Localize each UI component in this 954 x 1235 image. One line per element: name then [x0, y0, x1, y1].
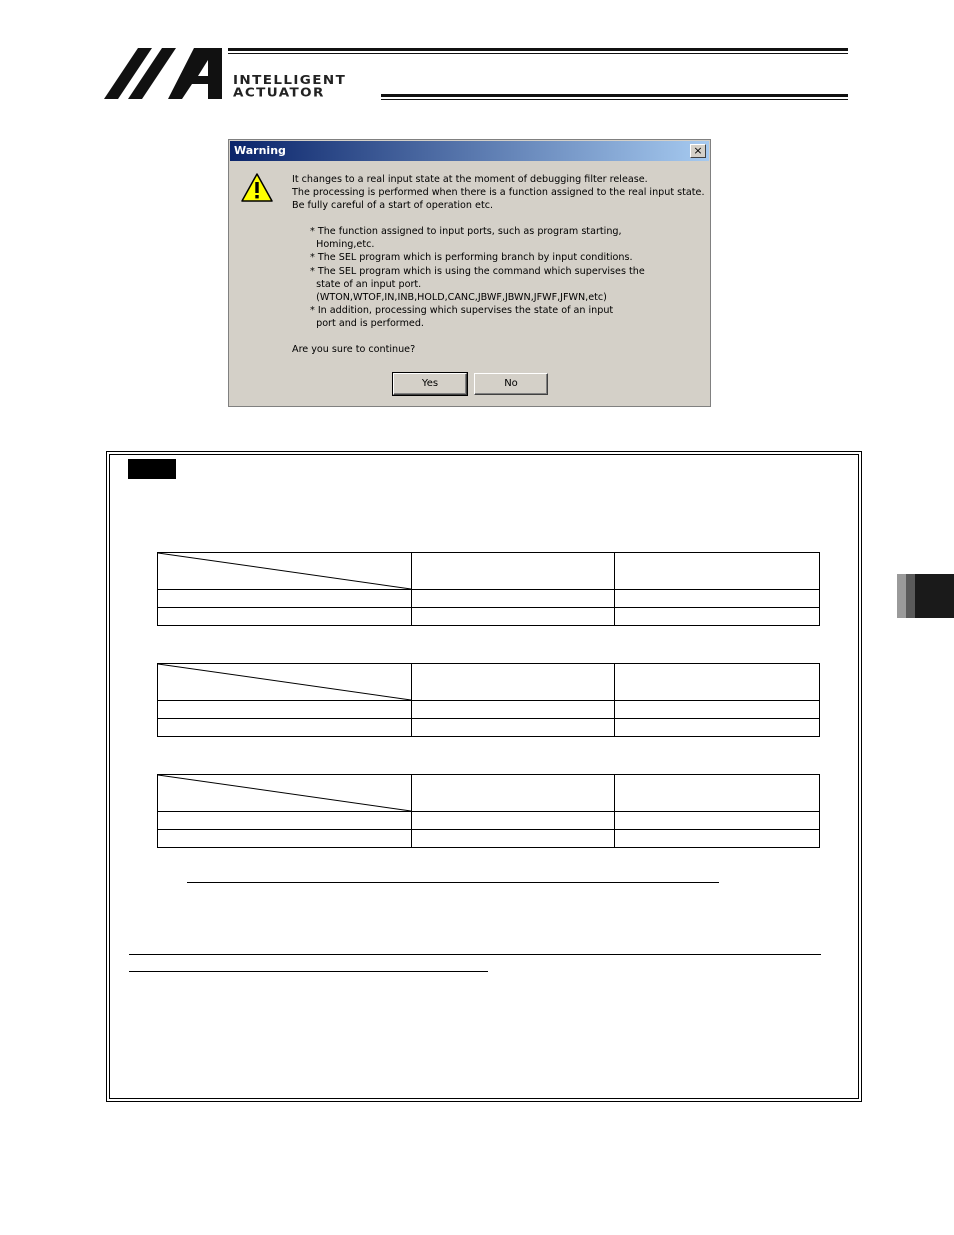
diagonal-header-cell	[158, 775, 412, 812]
underline-rule	[129, 971, 488, 972]
warning-icon	[241, 172, 273, 204]
table-row	[158, 830, 820, 848]
diagonal-header-cell	[158, 553, 412, 590]
dialog-message	[292, 173, 705, 356]
brand-line-2: ACTUATOR	[233, 85, 325, 101]
header-rule-top-thin	[228, 53, 848, 54]
yes-button[interactable]: Yes	[393, 373, 467, 395]
header-cell	[615, 664, 820, 701]
brand-text	[233, 72, 347, 101]
bullet-line: * In addition, processing which supervises the state of an input	[310, 304, 614, 316]
confirm-question: Are you sure to continue?	[292, 344, 416, 356]
header-cell	[615, 775, 820, 812]
message-line: It changes to a real input state at the moment of debugging filter release.	[292, 174, 648, 185]
bullet-line: * The SEL program which is using the command which supervises the	[310, 265, 645, 277]
note-label-block	[128, 459, 176, 479]
header-rule-top	[228, 48, 848, 51]
header-rule-bottom	[381, 94, 848, 97]
table-1	[157, 552, 820, 626]
close-button[interactable]	[690, 144, 706, 158]
underline-rule	[129, 954, 821, 955]
dialog-titlebar	[230, 141, 709, 161]
dialog-title: Warning	[234, 144, 286, 157]
chapter-tab	[897, 574, 954, 618]
bullet-line: port and is performed.	[310, 317, 424, 329]
diagonal-header-cell	[158, 664, 412, 701]
table-row	[158, 812, 820, 830]
header-cell	[412, 775, 615, 812]
bullet-line: (WTON,WTOF,IN,INB,HOLD,CANC,JBWF,JBWN,JFWF,JFWN,etc)	[310, 291, 607, 303]
bullet-line: * The function assigned to input ports, such as program starting,	[310, 226, 622, 238]
bullet-line: * The SEL program which is performing branch by input conditions.	[310, 252, 633, 264]
table-header-row	[158, 553, 820, 590]
table-row	[158, 719, 820, 737]
underline-rule	[187, 882, 719, 883]
header-cell	[412, 664, 615, 701]
iai-logo	[104, 48, 224, 100]
brand-line-1: INTELLIGENT	[233, 72, 347, 88]
table-row	[158, 701, 820, 719]
warning-dialog	[228, 139, 711, 407]
close-icon: ×	[693, 144, 703, 157]
table-header-row	[158, 775, 820, 812]
table-row	[158, 608, 820, 626]
message-line: Be fully careful of a start of operation etc.	[292, 200, 494, 212]
header-cell	[615, 553, 820, 590]
table-row	[158, 590, 820, 608]
table-header-row	[158, 664, 820, 701]
bullet-line: Homing,etc.	[310, 239, 375, 251]
no-button[interactable]: No	[474, 373, 548, 395]
table-2	[157, 663, 820, 737]
bullet-line: state of an input port.	[310, 278, 422, 290]
message-line: The processing is performed when there is a function assigned to the real input state.	[292, 187, 705, 199]
table-3	[157, 774, 820, 848]
header-cell	[412, 553, 615, 590]
header-rule-bottom-thin	[381, 99, 848, 100]
